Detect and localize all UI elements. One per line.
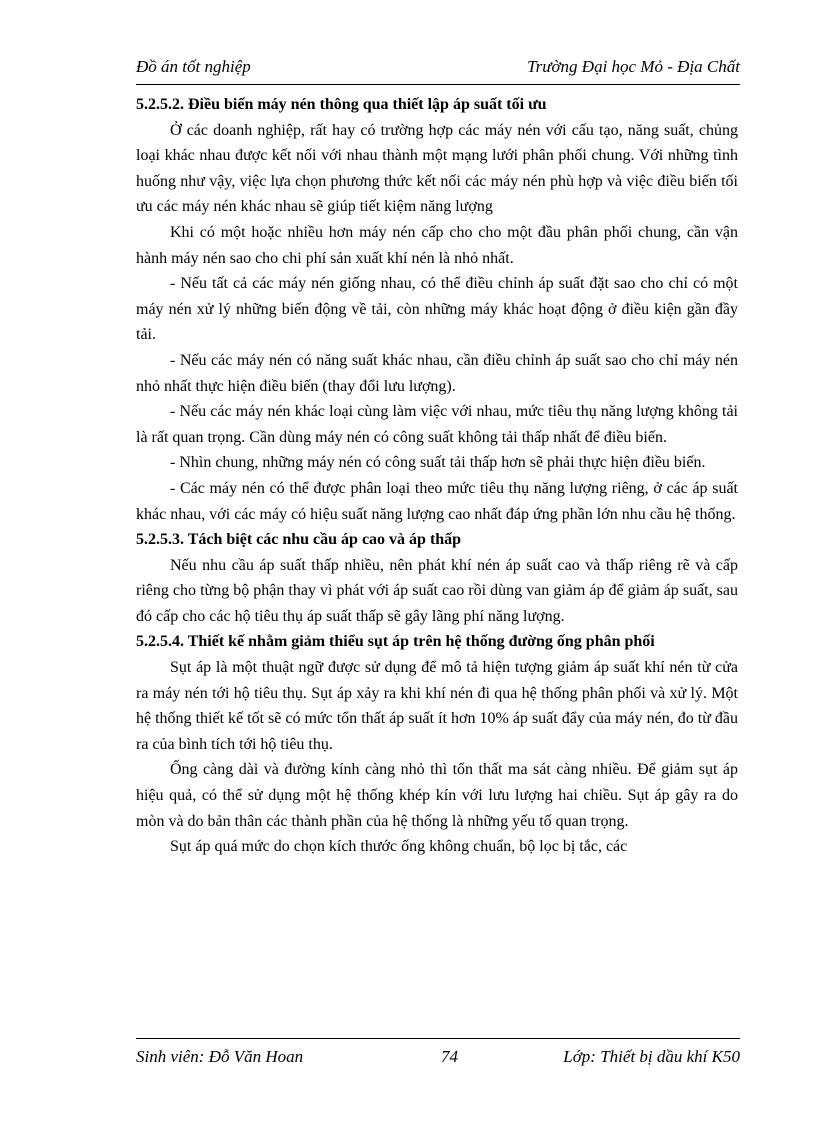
paragraph: Sụt áp quá mức do chọn kích thước ống không chuẩn, bộ lọc bị tắc, các — [170, 838, 628, 856]
section-heading: 5.2.5.3. Tách biệt các nhu cầu áp cao và áp thấp — [136, 531, 462, 549]
page-number: 74 — [441, 1047, 458, 1066]
paragraph: Nếu nhu cầu áp suất thấp nhiều, nên phát khí nén áp suất cao và thấp riêng rẽ và cấp riêng cho từng bộ phận thay vì phát với áp suất cao rồi dùng van giảm áp để giảm áp suất, sau đó cấp cho các hộ tiêu thụ áp suất thấp sẽ gây lãng phí năng lượng. — [136, 556, 738, 625]
paragraph: - Nếu tất cả các máy nén giống nhau, có thể điều chỉnh áp suất đặt sao cho chỉ có một máy nén xử lý những biến động về tải, còn những máy khác hoạt động ở điều kiện gần đầy tải. — [136, 275, 738, 344]
section-heading: 5.2.5.4. Thiết kế nhằm giảm thiểu sụt áp trên hệ thống đường ống phân phối — [136, 633, 655, 651]
page-footer — [136, 1038, 740, 1075]
section-heading: 5.2.5.2. Điều biến máy nén thông qua thiết lập áp suất tối ưu — [136, 96, 547, 113]
paragraph: Ống càng dài và đường kính càng nhỏ thì tổn thất ma sát càng nhiều. Để giảm sụt áp hiệu quả, có thể sử dụng một hệ thống khép kín với lưu lượng hai chiều. Sụt áp gây ra do mòn và do bản thân các thành phần của hệ thống là những yếu tố quan trọng. — [136, 761, 738, 830]
paragraph: - Các máy nén có thể được phân loại theo mức tiêu thụ năng lượng riêng, ở các áp suất khác nhau, với các máy có hiệu suất năng lượng cao nhất đáp ứng phần lớn nhu cầu hệ thống. — [136, 479, 738, 523]
paragraph: Sụt áp là một thuật ngữ được sử dụng để mô tả hiện tượng giảm áp suất khí nén từ cửa ra máy nén tới hộ tiêu thụ. Sụt áp xảy ra khi khí nén đi qua hệ thống phân phối và xử lý. Một hệ thống thiết kế tốt sẽ có mức tổn thất áp suất ít hơn 10% áp suất đẩy của máy nén, đo từ đầu ra của bình tích tới hộ tiêu thụ. — [136, 659, 738, 753]
paragraph: - Nếu các máy nén khác loại cùng làm việc với nhau, mức tiêu thụ năng lượng không tải là rất quan trọng. Cần dùng máy nén có công suất không tải thấp nhất để điều biến. — [136, 403, 738, 446]
footer-student: Sinh viên: Đỗ Văn Hoan — [136, 1047, 304, 1066]
header-right: Trường Đại học Mỏ - Địa Chất — [527, 57, 740, 76]
paragraph: Khi có một hoặc nhiều hơn máy nén cấp cho cho một đầu phân phối chung, cần vận hành máy nén sao cho chi phí sản xuất khí nén là nhỏ nhất. — [136, 223, 738, 267]
paragraph: Ở các doanh nghiệp, rất hay có trường hợp các máy nén với cấu tạo, năng suất, chủng loại khác nhau được kết nối với nhau thành một mạng lưới phân phối chung. Với những tình huống như vậy, việc lựa chọn phương thức kết nối các máy nén phù hợp và việc điều biến tối ưu các máy nén khác nhau sẽ giúp tiết kiệm năng lượng — [136, 121, 738, 216]
page-content — [136, 92, 738, 860]
paragraph: - Nhìn chung, những máy nén có công suất tải thấp hơn sẽ phải thực hiện điều biến. — [170, 454, 706, 472]
footer-class: Lớp: Thiết bị dầu khí K50 — [563, 1047, 740, 1066]
header-left: Đồ án tốt nghiệp — [136, 57, 251, 76]
page-header — [136, 54, 740, 85]
paragraph: - Nếu các máy nén có năng suất khác nhau, cần điều chỉnh áp suất sao cho chỉ máy nén nhỏ nhất thực hiện điều biến (thay đổi lưu lượng). — [136, 351, 738, 395]
